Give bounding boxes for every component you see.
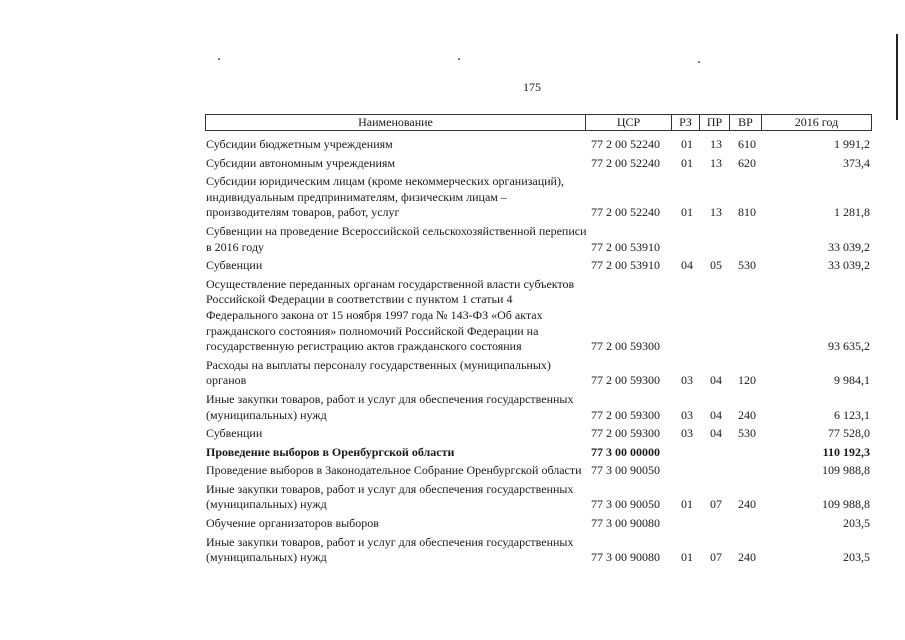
row-pr: 04: [710, 407, 722, 422]
row-csr: 77 3 00 90080: [591, 516, 660, 531]
row-rz: 03: [681, 373, 693, 388]
row-vr: 120: [738, 373, 756, 388]
row-vr: 610: [738, 137, 756, 151]
row-csr: 77 3 00 90050: [591, 463, 660, 478]
row-pr: 07: [710, 550, 722, 565]
row-amount: 109 988,8: [822, 463, 870, 478]
scan-margin-line: [896, 34, 898, 120]
table-row: [206, 258, 872, 274]
table-row: [206, 482, 872, 513]
row-pr: 13: [710, 205, 722, 220]
row-amount: 9 984,1: [834, 373, 870, 388]
row-amount: 93 635,2: [828, 339, 870, 354]
row-name: Субвенции: [206, 258, 263, 273]
row-csr: 77 2 00 53910: [591, 258, 660, 273]
table-row: [206, 277, 872, 355]
row-csr: 77 2 00 59300: [591, 339, 660, 354]
row-vr: 810: [738, 205, 756, 220]
header-name: Наименование: [206, 115, 586, 130]
row-vr: 240: [738, 497, 756, 512]
row-name: Осуществление переданных органам государственной власти субъектов Российской Федерации в соответствии с пунктом 1 статьи 4 Федерального закона от 15 ноября 1997 года № 143-ФЗ «Об актах гражданского состояния» полномочий Российской Федерации на государственную регистрацию актов гражданского состояния: [206, 276, 575, 354]
row-csr: 77 2 00 53910: [591, 239, 660, 254]
row-rz: 01: [681, 550, 693, 565]
header-pr: ПР: [700, 115, 730, 130]
row-csr: 77 3 00 90080: [591, 550, 660, 565]
row-rz: 01: [681, 137, 693, 151]
row-amount: 203,5: [843, 516, 870, 531]
row-name: Проведение выборов в Оренбургской области: [206, 444, 455, 459]
table-row: [206, 358, 872, 389]
row-vr: 620: [738, 155, 756, 170]
row-name: Иные закупки товаров, работ и услуг для обеспечения государственных (муниципальных) нужд: [206, 481, 574, 512]
header-csr: ЦСР: [586, 115, 672, 130]
row-vr: 240: [738, 407, 756, 422]
row-name: Субсидии юридическим лицам (кроме некоммерческих организаций), индивидуальным предпринимателям, физическим лицам – производителям товаров, работ, услуг: [206, 174, 564, 220]
row-pr: 07: [710, 497, 722, 512]
row-name: Субсидии автономным учреждениям: [206, 155, 396, 170]
table-row: [206, 445, 872, 461]
row-amount: 373,4: [843, 155, 870, 170]
row-amount: 110 192,3: [822, 444, 870, 459]
table-row: [206, 156, 872, 172]
row-vr: 530: [738, 258, 756, 273]
row-amount: 77 528,0: [828, 426, 870, 441]
row-pr: 13: [710, 137, 722, 151]
row-amount: 33 039,2: [828, 239, 870, 254]
row-name: Проведение выборов в Законодательное Собрание Оренбургской области: [206, 463, 582, 478]
row-name: Субвенции: [206, 426, 263, 441]
row-name: Субвенции на проведение Всероссийской сельскохозяйственной переписи в 2016 году: [206, 223, 587, 254]
row-amount: 1 991,2: [834, 137, 870, 151]
row-amount: 6 123,1: [834, 407, 870, 422]
row-csr: 77 2 00 52240: [591, 155, 660, 170]
table-row: [206, 137, 872, 153]
row-csr: 77 2 00 59300: [591, 426, 660, 441]
row-rz: 01: [681, 205, 693, 220]
header-rz: РЗ: [672, 115, 700, 130]
row-csr: 77 3 00 00000: [591, 444, 660, 459]
table-row: [206, 516, 872, 532]
header-year: 2016 год: [794, 115, 839, 129]
row-amount: 33 039,2: [828, 258, 870, 273]
table-header: [205, 114, 872, 131]
row-csr: 77 2 00 52240: [591, 205, 660, 220]
row-rz: 03: [681, 407, 693, 422]
row-vr: 530: [738, 426, 756, 441]
row-csr: 77 2 00 59300: [591, 373, 660, 388]
page-number: 175: [523, 80, 541, 94]
table-row: [206, 392, 872, 423]
row-pr: 04: [710, 426, 722, 441]
row-name: Обучение организаторов выборов: [206, 516, 379, 531]
row-vr: 240: [738, 550, 756, 565]
table-row: [206, 174, 872, 221]
row-pr: 04: [710, 373, 722, 388]
row-rz: 04: [681, 258, 693, 273]
row-csr: 77 2 00 52240: [591, 137, 660, 151]
table-row: [206, 535, 872, 566]
row-pr: 05: [710, 258, 722, 273]
row-name: Расходы на выплаты персоналу государственных (муниципальных) органов: [206, 357, 551, 388]
row-rz: 01: [681, 155, 693, 170]
row-name: Субсидии бюджетным учреждениям: [206, 137, 393, 151]
table-row: [206, 224, 872, 255]
table-body: [206, 137, 872, 569]
table-row: [206, 463, 872, 479]
row-amount: 1 281,8: [834, 205, 870, 220]
row-name: Иные закупки товаров, работ и услуг для обеспечения государственных (муниципальных) нужд: [206, 391, 574, 422]
row-amount: 109 988,8: [822, 497, 870, 512]
row-rz: 01: [681, 497, 693, 512]
row-csr: 77 2 00 59300: [591, 407, 660, 422]
row-name: Иные закупки товаров, работ и услуг для обеспечения государственных (муниципальных) нужд: [206, 534, 574, 565]
row-rz: 03: [681, 426, 693, 441]
table-row: [206, 426, 872, 442]
row-amount: 203,5: [843, 550, 870, 565]
row-csr: 77 3 00 90050: [591, 497, 660, 512]
row-pr: 13: [710, 155, 722, 170]
header-vr: ВР: [730, 115, 762, 130]
